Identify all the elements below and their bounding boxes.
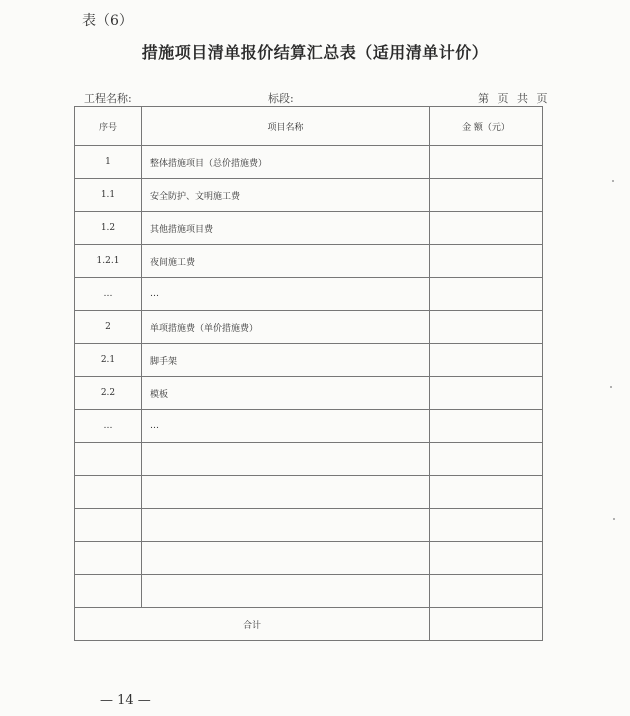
row-name-cell: 模板 bbox=[142, 377, 430, 410]
row-number-cell: 2.2 bbox=[75, 377, 142, 410]
row-name-cell: 单项措施费（单价措施费） bbox=[142, 311, 430, 344]
table-row bbox=[75, 476, 543, 509]
row-number-cell: … bbox=[75, 278, 142, 311]
row-name-cell: 脚手架 bbox=[142, 344, 430, 377]
row-number-cell: 1.1 bbox=[75, 179, 142, 212]
table-row bbox=[75, 245, 543, 278]
row-name-cell bbox=[142, 443, 430, 476]
table-header-row bbox=[75, 107, 543, 146]
column-header-amount: 金 额（元） bbox=[430, 107, 543, 146]
table-row bbox=[75, 443, 543, 476]
table-row bbox=[75, 212, 543, 245]
row-amount-cell bbox=[430, 542, 543, 575]
row-number-cell: 1 bbox=[75, 146, 142, 179]
column-header-name: 项目名称 bbox=[142, 107, 430, 146]
table-row bbox=[75, 179, 543, 212]
row-number-cell: 1.2.1 bbox=[75, 245, 142, 278]
row-number-cell: 2 bbox=[75, 311, 142, 344]
table-row bbox=[75, 146, 543, 179]
summary-table bbox=[74, 106, 543, 641]
page-number: — 14 — bbox=[100, 693, 151, 708]
scan-speck bbox=[612, 180, 614, 182]
row-name-cell: 夜间施工费 bbox=[142, 245, 430, 278]
table-row bbox=[75, 575, 543, 608]
row-amount-cell bbox=[430, 377, 543, 410]
row-amount-cell bbox=[430, 146, 543, 179]
row-number-cell bbox=[75, 476, 142, 509]
table-row bbox=[75, 410, 543, 443]
row-name-cell: 整体措施项目（总价措施费） bbox=[142, 146, 430, 179]
document-title: 措施项目清单报价结算汇总表（适用清单计价） bbox=[141, 43, 489, 62]
row-name-cell: … bbox=[142, 278, 430, 311]
section-label: 标段: bbox=[268, 92, 294, 105]
total-label: 合计 bbox=[75, 608, 430, 641]
row-number-cell: 2.1 bbox=[75, 344, 142, 377]
row-amount-cell bbox=[430, 410, 543, 443]
project-name-label: 工程名称: bbox=[84, 92, 132, 105]
row-amount-cell bbox=[430, 212, 543, 245]
row-amount-cell bbox=[430, 575, 543, 608]
scan-speck bbox=[613, 518, 615, 520]
row-name-cell bbox=[142, 575, 430, 608]
row-name-cell bbox=[142, 542, 430, 575]
row-name-cell bbox=[142, 509, 430, 542]
table-number: 表（6） bbox=[82, 13, 133, 29]
total-row bbox=[75, 608, 543, 641]
row-number-cell bbox=[75, 443, 142, 476]
total-amount-cell bbox=[430, 608, 543, 641]
scan-speck bbox=[610, 386, 612, 388]
row-name-cell bbox=[142, 476, 430, 509]
row-amount-cell bbox=[430, 443, 543, 476]
table-row bbox=[75, 509, 543, 542]
table-row bbox=[75, 542, 543, 575]
row-name-cell: 安全防护、文明施工费 bbox=[142, 179, 430, 212]
row-name-cell: 其他措施项目费 bbox=[142, 212, 430, 245]
row-amount-cell bbox=[430, 509, 543, 542]
row-name-cell: … bbox=[142, 410, 430, 443]
column-header-no: 序号 bbox=[75, 107, 142, 146]
row-amount-cell bbox=[430, 179, 543, 212]
table-row bbox=[75, 344, 543, 377]
row-number-cell: 1.2 bbox=[75, 212, 142, 245]
row-number-cell bbox=[75, 509, 142, 542]
row-amount-cell bbox=[430, 245, 543, 278]
table-row bbox=[75, 377, 543, 410]
row-amount-cell bbox=[430, 278, 543, 311]
row-number-cell: … bbox=[75, 410, 142, 443]
row-amount-cell bbox=[430, 344, 543, 377]
row-amount-cell bbox=[430, 476, 543, 509]
table-row bbox=[75, 278, 543, 311]
row-amount-cell bbox=[430, 311, 543, 344]
row-number-cell bbox=[75, 542, 142, 575]
page-count-label: 第 页 共 页 bbox=[478, 92, 548, 105]
row-number-cell bbox=[75, 575, 142, 608]
table-row bbox=[75, 311, 543, 344]
